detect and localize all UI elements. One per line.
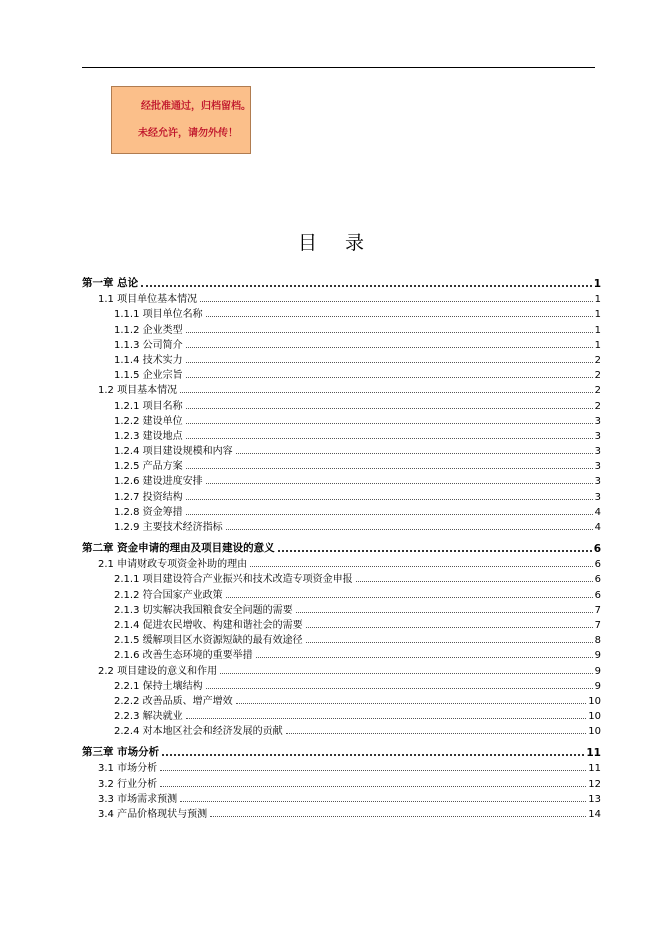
toc-entry-sec[interactable]	[82, 381, 601, 396]
toc-entry-sec[interactable]	[82, 555, 601, 570]
toc-entry-sec[interactable]	[82, 805, 601, 820]
toc-entry-label: 1.1 项目单位基本情况	[98, 294, 198, 306]
toc-dot-leader	[236, 703, 587, 704]
toc-dot-leader	[186, 408, 593, 409]
toc-entry-label: 3.2 行业分析	[98, 778, 158, 790]
toc-entry-page: 3	[594, 446, 601, 458]
toc-dot-leader	[206, 316, 593, 317]
toc-dot-leader	[186, 468, 593, 469]
toc-dot-leader	[186, 362, 593, 363]
toc-entry-label: 1.2.7 投资结构	[114, 491, 183, 503]
toc-entry-label: 1.1.3 公司简介	[114, 339, 183, 351]
toc-entry-label: 2.1 申请财政专项资金补助的理由	[98, 559, 248, 571]
toc-entry-sub[interactable]	[82, 366, 601, 381]
toc-dot-leader	[278, 550, 592, 552]
toc-dot-leader	[186, 514, 593, 515]
toc-dot-leader	[180, 801, 586, 802]
toc-dot-leader	[186, 499, 593, 500]
toc-entry-page: 9	[594, 665, 601, 677]
toc-entry-page: 10	[588, 695, 601, 707]
toc-entry-page: 3	[594, 461, 601, 473]
toc-dot-leader	[286, 733, 587, 734]
toc-title-char-2: 录	[345, 232, 365, 254]
toc-entry-page: 6	[594, 589, 601, 601]
toc-entry-sec[interactable]	[82, 790, 601, 805]
toc-dot-leader	[186, 423, 593, 424]
toc-entry-page: 6	[593, 543, 601, 555]
toc-entry-page: 2	[594, 385, 601, 397]
toc-entry-sub[interactable]	[82, 707, 601, 722]
toc-dot-leader	[296, 612, 593, 613]
toc-title	[0, 228, 662, 255]
toc-entry-sub[interactable]	[82, 442, 601, 457]
toc-entry-label: 第一章 总论	[82, 277, 139, 289]
toc-entry-label: 1.2.8 资金筹措	[114, 506, 183, 518]
toc-entry-sub[interactable]	[82, 336, 601, 351]
toc-entry-sub[interactable]	[82, 320, 601, 335]
toc-dot-leader	[220, 673, 593, 674]
toc-entry-sub[interactable]	[82, 570, 601, 585]
toc-entry-page: 11	[586, 747, 601, 760]
toc-dot-leader	[160, 786, 586, 787]
toc-entry-sub[interactable]	[82, 503, 601, 518]
toc-entry-label: 1.1.2 企业类型	[114, 324, 183, 336]
toc-dot-leader	[256, 657, 593, 658]
toc-entry-page: 4	[594, 506, 601, 518]
toc-dot-leader	[210, 816, 586, 817]
toc-entry-page: 6	[594, 559, 601, 571]
toc-entry-page: 3	[594, 476, 601, 488]
toc-entry-sub[interactable]	[82, 585, 601, 600]
toc-entry-page: 8	[594, 635, 601, 647]
toc-entry-sub[interactable]	[82, 677, 601, 692]
toc-entry-sub[interactable]	[82, 518, 601, 533]
toc-entry-sub[interactable]	[82, 631, 601, 646]
toc-entry-label: 1.2.1 项目名称	[114, 400, 183, 412]
notice-line-2: 未经允许，请勿外传！	[138, 128, 238, 139]
toc-entry-sub[interactable]	[82, 412, 601, 427]
toc-entry-sub[interactable]	[82, 472, 601, 487]
toc-dot-leader	[356, 581, 593, 582]
toc-entry-label: 1.2.2 建设单位	[114, 415, 183, 427]
toc-dot-leader	[306, 627, 593, 628]
toc-entry-label: 第三章 市场分析	[82, 746, 160, 759]
toc-entry-label: 2.1.2 符合国家产业政策	[114, 589, 223, 601]
toc-entry-label: 1.1.4 技术实力	[114, 354, 183, 366]
toc-entry-page: 14	[588, 809, 601, 820]
toc-entry-chapter[interactable]	[82, 273, 601, 290]
toc-dot-leader	[186, 718, 587, 719]
toc-dot-leader	[250, 566, 593, 567]
toc-entry-page: 10	[588, 711, 601, 723]
toc-entry-page: 12	[588, 778, 601, 790]
toc-entry-page: 2	[594, 370, 601, 382]
toc-dot-leader	[226, 597, 593, 598]
toc-entry-page: 9	[594, 680, 601, 692]
toc-entry-label: 第二章 资金申请的理由及项目建设的意义	[82, 542, 275, 554]
toc-entry-sub[interactable]	[82, 487, 601, 502]
toc-entry-sec[interactable]	[82, 661, 601, 676]
toc-dot-leader	[141, 285, 592, 287]
toc-entry-page: 10	[588, 726, 601, 738]
toc-entry-page: 1	[594, 294, 601, 306]
toc-entry-sub[interactable]	[82, 351, 601, 366]
toc-entry-page: 1	[594, 339, 601, 351]
toc-entry-label: 1.2.4 项目建设规模和内容	[114, 446, 233, 458]
toc-entry-label: 2.1.1 项目建设符合产业振兴和技术改造专项资金申报	[114, 574, 353, 586]
toc-dot-leader	[186, 347, 593, 348]
header-rule	[82, 67, 595, 68]
toc-entry-label: 2.2.2 改善品质、增产增效	[114, 695, 233, 707]
toc-entry-page: 11	[588, 763, 601, 775]
toc-entry-label: 3.4 产品价格现状与预测	[98, 809, 208, 820]
toc-dot-leader	[226, 529, 593, 530]
toc-entry-label: 2.1.4 促进农民增收、构建和谐社会的需要	[114, 619, 303, 631]
toc-entry-page: 13	[588, 793, 601, 805]
toc-entry-label: 1.2.5 产品方案	[114, 461, 183, 473]
toc-entry-page: 4	[594, 522, 601, 533]
toc-entry-sec[interactable]	[82, 290, 601, 305]
toc-entry-page: 3	[594, 415, 601, 427]
toc-dot-leader	[186, 438, 593, 439]
toc-dot-leader	[206, 688, 593, 689]
toc-entry-label: 1.2.9 主要技术经济指标	[114, 522, 223, 533]
toc-entry-label: 2.2.1 保持土壤结构	[114, 680, 203, 692]
toc-entry-label: 1.1.1 项目单位名称	[114, 309, 203, 321]
toc-dot-leader	[186, 332, 593, 333]
toc-entry-page: 7	[594, 619, 601, 631]
table-of-contents	[82, 273, 601, 820]
toc-entry-chapter[interactable]	[82, 742, 601, 759]
toc-entry-page: 1	[593, 278, 601, 290]
toc-entry-label: 1.1.5 企业宗旨	[114, 370, 183, 382]
toc-dot-leader	[162, 754, 584, 756]
toc-entry-page: 2	[594, 354, 601, 366]
toc-entry-label: 2.2 项目建设的意义和作用	[98, 665, 218, 677]
toc-entry-label: 2.1.3 切实解决我国粮食安全问题的需要	[114, 604, 293, 616]
toc-entry-label: 3.3 市场需求预测	[98, 793, 178, 805]
toc-entry-sub[interactable]	[82, 427, 601, 442]
confidential-notice-box	[111, 86, 251, 154]
toc-entry-sub[interactable]	[82, 646, 601, 661]
toc-entry-label: 2.1.6 改善生态环境的重要举措	[114, 650, 253, 662]
toc-title-char-1: 目	[297, 232, 317, 254]
toc-entry-sub[interactable]	[82, 601, 601, 616]
toc-entry-sub[interactable]	[82, 457, 601, 472]
toc-dot-leader	[206, 483, 593, 484]
toc-entry-page: 1	[594, 324, 601, 336]
toc-entry-page: 7	[594, 604, 601, 616]
toc-entry-sub[interactable]	[82, 305, 601, 320]
toc-dot-leader	[306, 642, 593, 643]
toc-entry-page: 3	[594, 430, 601, 442]
toc-entry-page: 2	[594, 400, 601, 412]
toc-entry-label: 3.1 市场分析	[98, 763, 158, 775]
toc-entry-sub[interactable]	[82, 692, 601, 707]
toc-entry-sub[interactable]	[82, 396, 601, 411]
toc-dot-leader	[200, 301, 593, 302]
toc-entry-page: 9	[594, 650, 601, 662]
toc-entry-sub[interactable]	[82, 722, 601, 737]
toc-entry-label: 2.2.3 解决就业	[114, 711, 183, 723]
toc-entry-sub[interactable]	[82, 616, 601, 631]
toc-entry-label: 2.2.4 对本地区社会和经济发展的贡献	[114, 726, 283, 738]
toc-entry-label: 1.2.3 建设地点	[114, 430, 183, 442]
toc-entry-page: 1	[594, 309, 601, 321]
toc-entry-label: 2.1.5 缓解项目区水资源短缺的最有效途径	[114, 635, 303, 647]
toc-dot-leader	[186, 377, 593, 378]
toc-entry-label: 1.2.6 建设进度安排	[114, 476, 203, 488]
toc-entry-label: 1.2 项目基本情况	[98, 385, 178, 397]
toc-entry-page: 6	[594, 574, 601, 586]
toc-entry-chapter[interactable]	[82, 538, 601, 555]
toc-entry-sec[interactable]	[82, 759, 601, 774]
notice-line-1: 经批准通过，归档留档。	[141, 101, 251, 112]
toc-dot-leader	[160, 770, 586, 771]
toc-dot-leader	[180, 392, 593, 393]
toc-dot-leader	[236, 453, 593, 454]
toc-entry-sec[interactable]	[82, 774, 601, 789]
toc-entry-page: 3	[594, 491, 601, 503]
